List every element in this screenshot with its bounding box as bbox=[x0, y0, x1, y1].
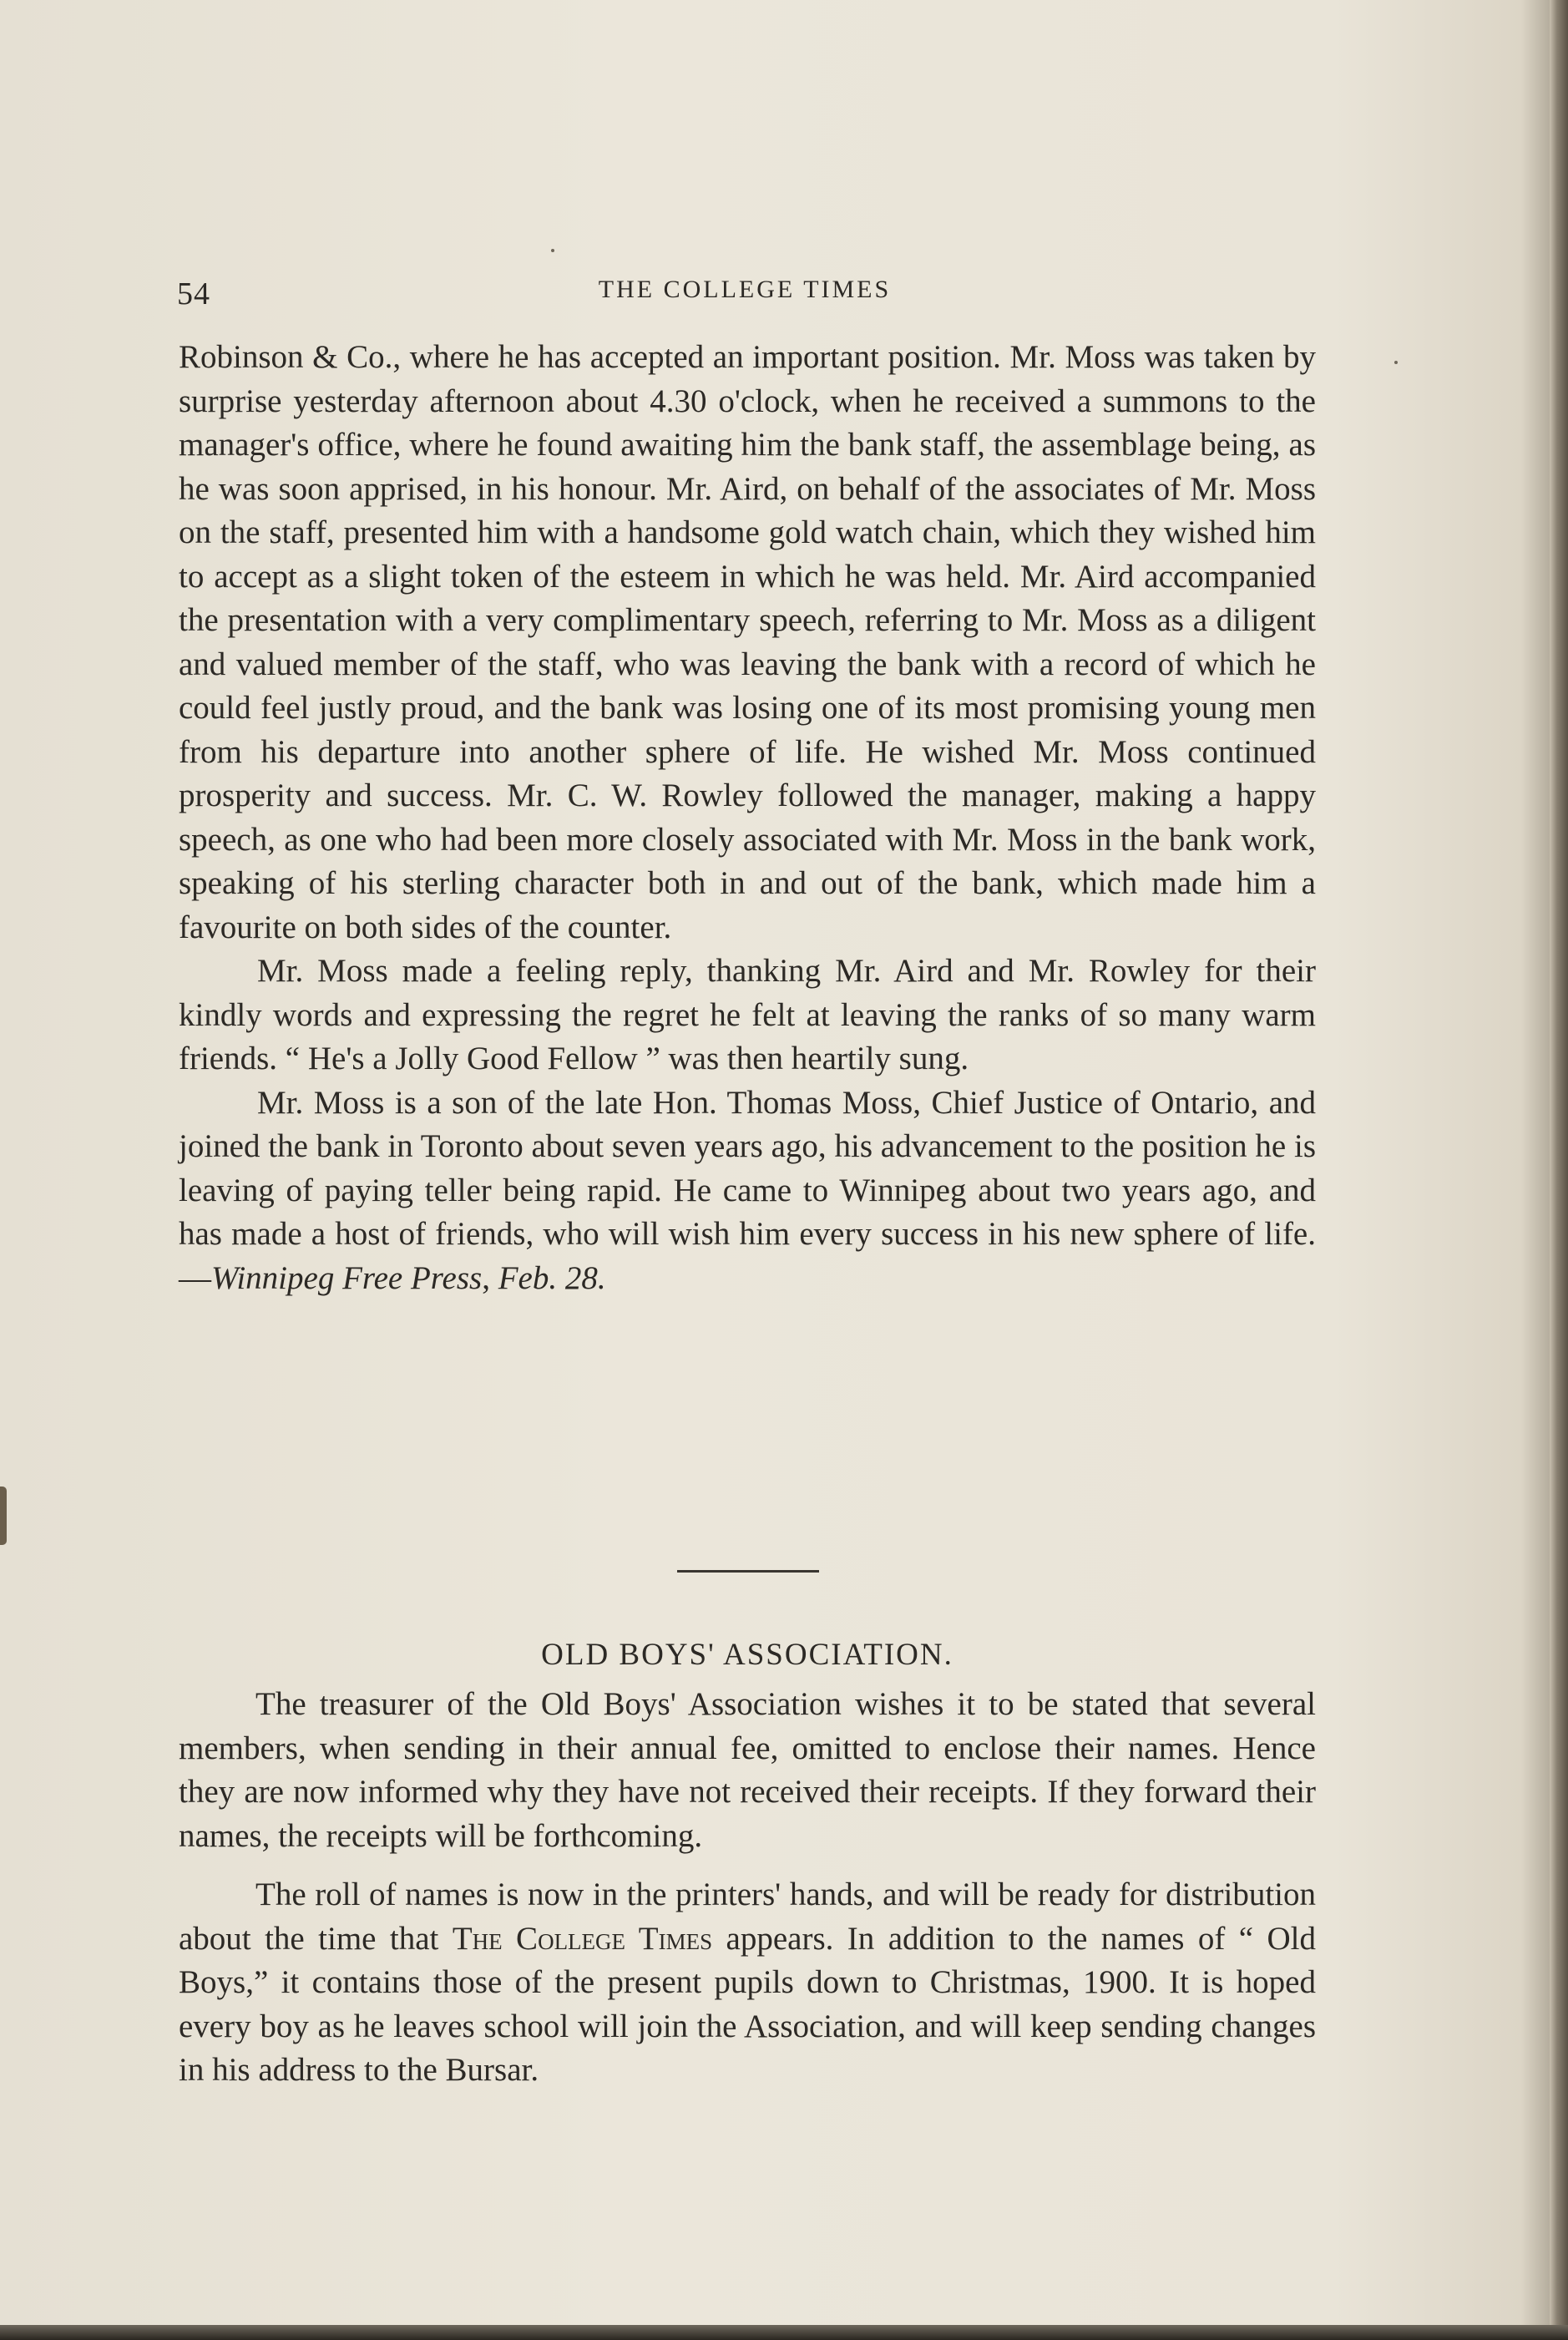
section-heading: OLD BOYS' ASSOCIATION. bbox=[541, 1638, 953, 1672]
article-paragraph: Robinson & Co., where he has accepted an important position. Mr. Moss was taken by surprise yesterday afternoon about 4.30 o'clock, when he received a summons to the manager's office, where he found awaiting him the bank staff, the assemblage being, as he was soon apprised, in his honour. Mr. Aird, on behalf of the associates of Mr. Moss on the staff, presented him with a handsome gold watch chain, which they wished him to accept as a slight token of the esteem in which he was held. Mr. Aird accompanied the presentation with a very complimentary speech, referring to Mr. Moss as a diligent and valued member of the staff, who was leaving the bank with a record of which he could feel justly proud, and the bank was losing one of its most promising young men from his departure into another sphere of life. He wished Mr. Moss continued prosperity and success. Mr. C. W. Rowley followed the manager, making a happy speech, as one who had been more closely associated with Mr. Moss in the bank work, speaking of his sterling character both in and out of the bank, which made him a favourite on both sides of the counter. bbox=[179, 339, 1316, 945]
association-paragraph: The treasurer of the Old Boys' Association wishes it to be stated that several members, when sending in their annual fee, omitted to enclose their names. Hence they are now informed why they have not received their receipts. If they forward their names, the receipts will be forthcoming. bbox=[179, 1686, 1316, 1854]
paper-speck bbox=[551, 249, 554, 252]
page-edge-shadow bbox=[1550, 0, 1568, 2340]
binding-mark bbox=[0, 1487, 7, 1545]
article-body bbox=[179, 336, 1316, 1300]
source-date: Feb. 28. bbox=[498, 1259, 606, 1296]
association-paragraph bbox=[179, 1873, 1316, 2093]
page-number: 54 bbox=[177, 276, 210, 311]
article-paragraph: Mr. Moss made a feeling reply, thanking Mr. Aird and Mr. Rowley for their kindly words and expressing the regret he felt at leaving the ranks of so many warm friends. “ He's a Jolly Good Fellow ” was then heartily sung. bbox=[179, 953, 1316, 1076]
association-paragraph-text: appears. In addition to the names of “ Old Boys,” it contains those of the present pupils down to Christmas, 1900. It is hoped every boy as he leaves school will join the Association, and will keep sending changes in his address to the Bursar. bbox=[179, 1920, 1317, 2088]
association-body bbox=[179, 1683, 1316, 2093]
publication-name: The College Times bbox=[452, 1920, 713, 1957]
association-paragraph-text: The roll of names is now in the printers' hands, and will be ready for distribution about the time that bbox=[179, 1877, 1316, 1957]
running-head bbox=[177, 272, 1313, 312]
article-paragraph-text: Mr. Moss is a son of the late Hon. Thomas Moss, Chief Justice of Ontario, and joined the bank in Toronto about seven years ago, his advancement to the position he is leaving of paying teller being rapid. He came to Winnipeg about two years ago, and has made a host of friends, who will wish him every success in his new sphere of life.— bbox=[179, 1084, 1316, 1296]
section-divider bbox=[677, 1570, 819, 1573]
article-paragraph: Mr. Moss is a son of the late Hon. Thomas Moss, Chief Justice of Ontario, and joined the bank in Toronto about seven years ago, his advancement to the position he is leaving of paying teller being rapid. He came to Winnipeg about two years ago, and has made a host of friends, who will wish him every success in his new sphere of life.—Winnipeg Free Press, Feb. 28. bbox=[179, 1084, 1316, 1296]
paper-speck bbox=[1394, 361, 1398, 364]
journal-title: THE COLLEGE TIMES bbox=[598, 276, 892, 303]
source-citation: Winnipeg Free Press bbox=[211, 1259, 483, 1296]
page-bottom-edge bbox=[0, 2325, 1568, 2340]
